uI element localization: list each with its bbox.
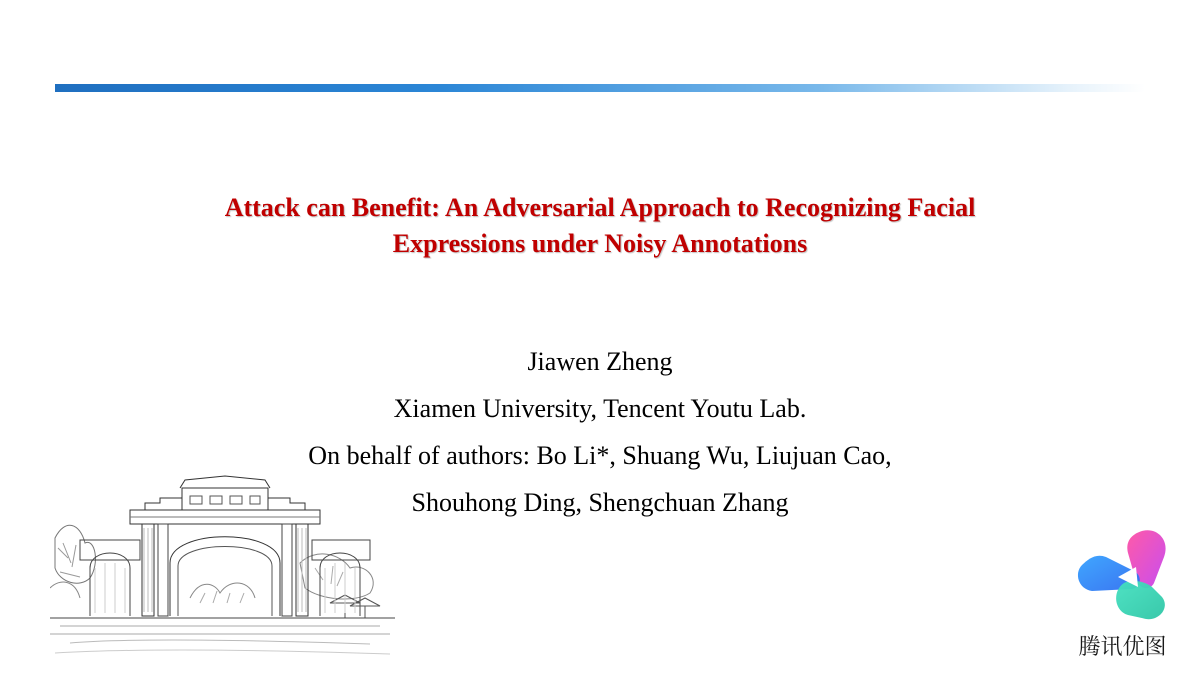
authors-line-1: On behalf of authors: Bo Li*, Shuang Wu, Liujuan Cao, [308,441,892,470]
presenter-name: Jiawen Zheng [527,347,673,376]
affiliation: Xiamen University, Tencent Youtu Lab. [393,394,807,423]
university-gate-sketch [50,468,395,663]
authors-line-2: Shouhong Ding, Shengchuan Zhang [411,488,789,517]
tencent-youtu-logo [1070,525,1175,670]
logo-wordmark: 腾讯优图 [1078,635,1167,660]
top-divider-bar [55,84,1145,92]
title-line-1: Attack can Benefit: An Adversarial Approach to Recognizing Facial [224,193,976,222]
youtu-logo-icon [1070,525,1175,625]
slide-title [100,190,1100,262]
title-line-2: Expressions under Noisy Annotations [392,229,808,258]
